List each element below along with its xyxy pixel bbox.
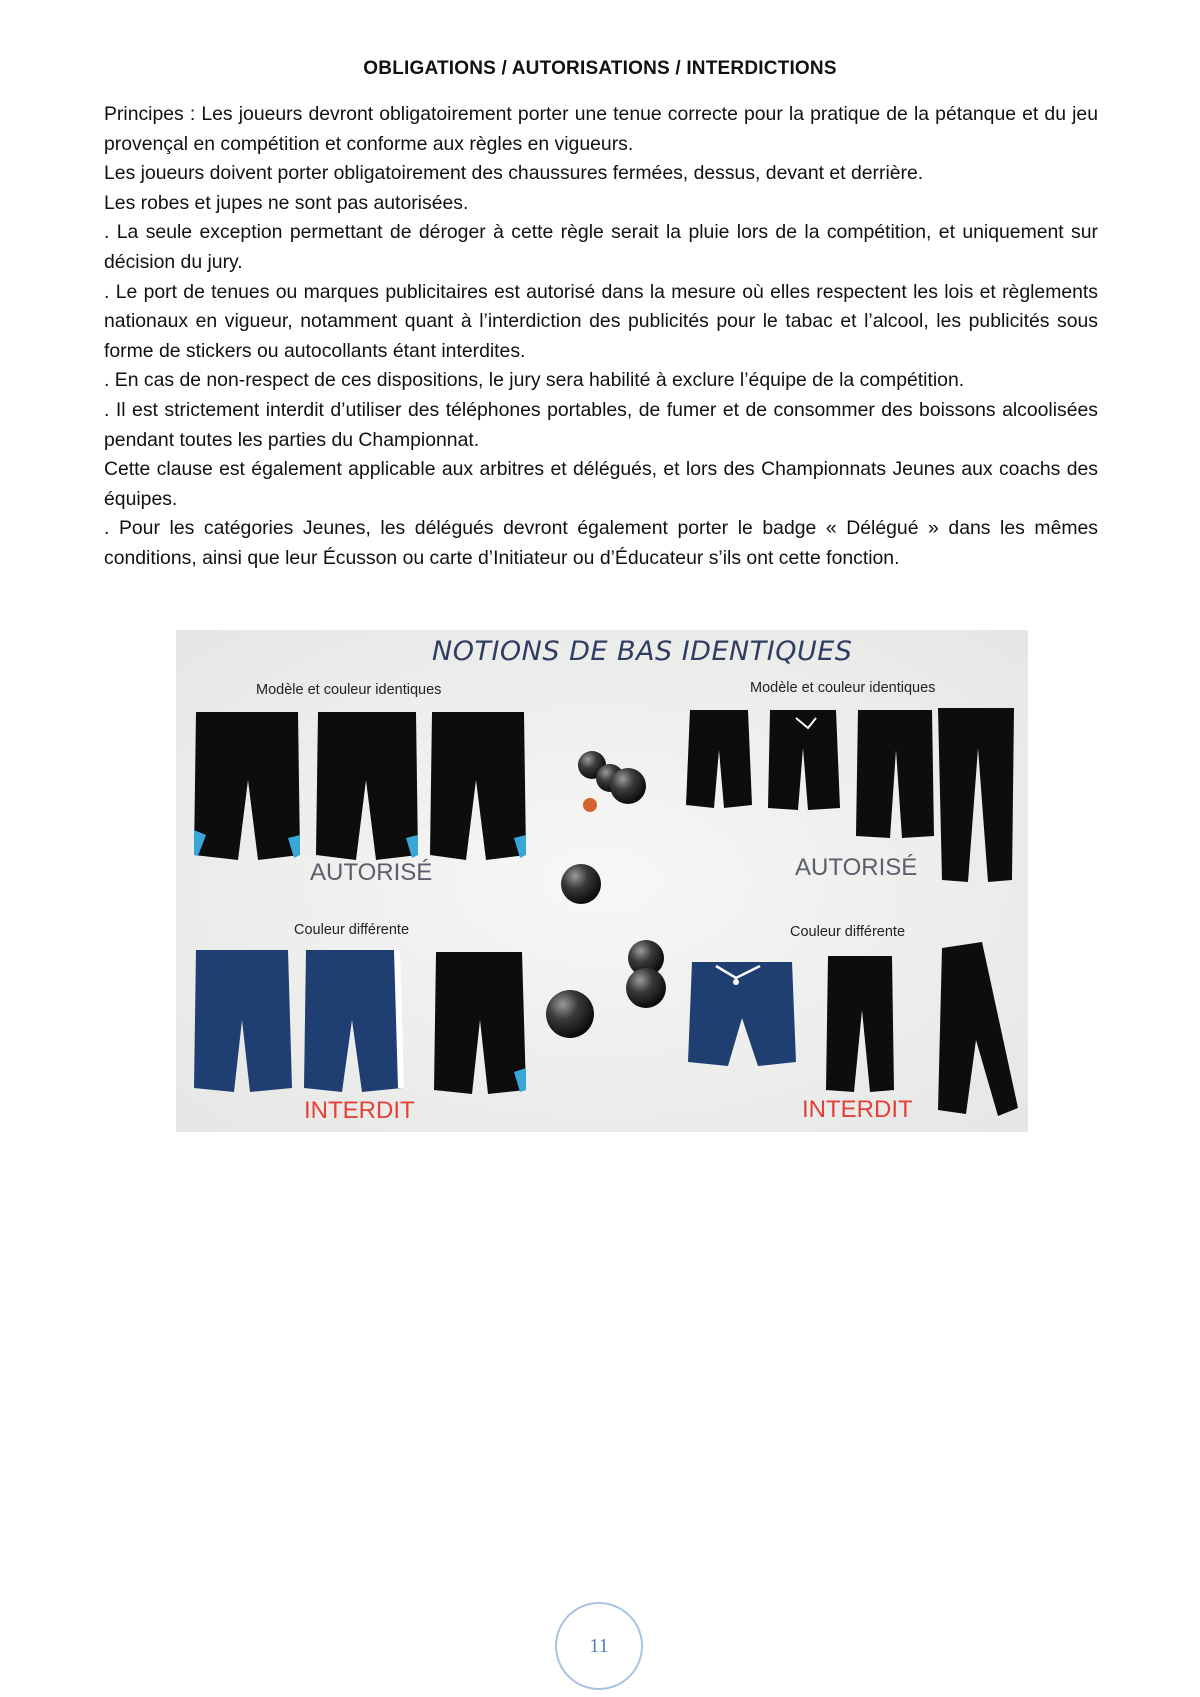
- page-title: OBLIGATIONS / AUTORISATIONS / INTERDICTIONS: [363, 58, 837, 79]
- paragraph-principles: Principes : Les joueurs devront obligatoirement porter une tenue correcte pour la pratique de la pétanque et du jeu provençal en compétition et conforme aux règles en vigueurs.: [104, 103, 1098, 155]
- bottom-left-label: Couleur différente: [294, 922, 410, 938]
- bottom-right-status: INTERDIT: [802, 1096, 913, 1123]
- paragraph-dresses: Les robes et jupes ne sont pas autorisées.: [104, 191, 469, 214]
- paragraph-shoes: Les joueurs doivent porter obligatoirement des chaussures fermées, dessus, devant et derrière.: [104, 162, 924, 185]
- figure-illustration: [176, 630, 1028, 1132]
- paragraph-youth-delegates: . Pour les catégories Jeunes, les délégués devront également porter le badge « Délégué » dans les mêmes conditions, ainsi que leur Écusson ou carte d’Initiateur ou d’Éducateur s’ils ont cette fonction.: [104, 517, 1098, 569]
- page-number: 11: [589, 1634, 609, 1657]
- bottom-left-status: INTERDIT: [304, 1097, 415, 1124]
- paragraph-exclusion: . En cas de non-respect de ces dispositions, le jury sera habilité à exclure l’équipe de la compétition.: [104, 369, 965, 392]
- paragraph-rain-exception: . La seule exception permettant de déroger à cette règle serait la pluie lors de la compétition, et uniquement sur décision du jury.: [104, 221, 1098, 273]
- top-left-status: AUTORISÉ: [310, 859, 433, 886]
- top-right-label: Modèle et couleur identiques: [750, 680, 936, 696]
- bottom-right-label: Couleur différente: [790, 924, 906, 940]
- top-left-label: Modèle et couleur identiques: [256, 682, 442, 698]
- page-number-badge: [555, 1602, 643, 1690]
- paragraph-phones-smoking: . Il est strictement interdit d’utiliser des téléphones portables, de fumer et de consommer des boissons alcoolisées pendant toutes les parties du Championnat.: [104, 398, 1098, 451]
- top-right-status: AUTORISÉ: [795, 854, 918, 881]
- bottoms-rules-figure: [176, 630, 1028, 1132]
- figure-heading: NOTIONS DE BAS IDENTIQUES: [432, 636, 853, 667]
- paragraph-referees: Cette clause est également applicable aux arbitres et délégués, et lors des Championnats Jeunes aux coachs des équipes.: [104, 458, 1098, 510]
- body-text: [104, 100, 1098, 574]
- paragraph-advertising: . Le port de tenues ou marques publicitaires est autorisé dans la mesure où elles respectent les lois et règlements nationaux en vigueur, notamment quant à l’interdiction des publicités pour le tabac et l’alcool, les publicités sous forme de stickers ou autocollants étant interdites.: [104, 280, 1098, 362]
